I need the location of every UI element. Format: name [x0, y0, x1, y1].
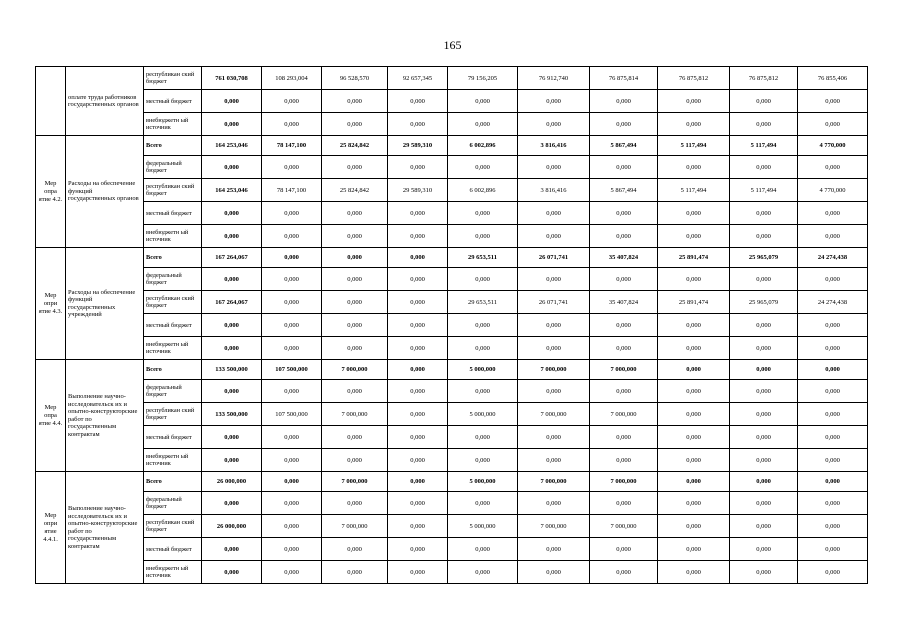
funding-source-cell: республикан ский бюджет: [144, 403, 202, 426]
year-amount-cell: 7 000,000: [322, 515, 388, 538]
budget-table: [35, 66, 868, 584]
year-amount-cell: 0,000: [590, 337, 658, 360]
year-amount-cell: 0,000: [388, 291, 448, 314]
total-amount-cell: 0,000: [202, 426, 262, 449]
year-amount-cell: 0,000: [590, 90, 658, 113]
year-amount-cell: 0,000: [658, 225, 730, 248]
year-amount-cell: 0,000: [798, 156, 868, 179]
activity-id-cell: Мер опра ятие 4.4.: [36, 360, 66, 472]
year-amount-cell: 0,000: [448, 314, 518, 337]
total-amount-cell: 133 500,000: [202, 360, 262, 380]
total-amount-cell: 0,000: [202, 449, 262, 472]
year-amount-cell: 0,000: [322, 268, 388, 291]
funding-source-cell: федеральный бюджет: [144, 156, 202, 179]
year-amount-cell: 0,000: [448, 202, 518, 225]
year-amount-cell: 7 000,000: [322, 472, 388, 492]
year-amount-cell: 0,000: [658, 449, 730, 472]
year-amount-cell: 107 500,000: [262, 403, 322, 426]
year-amount-cell: 0,000: [798, 360, 868, 380]
table-row: [36, 225, 868, 248]
year-amount-cell: 0,000: [262, 472, 322, 492]
year-amount-cell: 0,000: [518, 380, 590, 403]
year-amount-cell: 0,000: [518, 90, 590, 113]
year-amount-cell: 0,000: [262, 426, 322, 449]
total-amount-cell: 0,000: [202, 538, 262, 561]
total-amount-cell: 26 000,000: [202, 515, 262, 538]
year-amount-cell: 0,000: [448, 449, 518, 472]
year-amount-cell: 25 965,079: [730, 248, 798, 268]
year-amount-cell: 0,000: [658, 360, 730, 380]
table-row: [36, 268, 868, 291]
total-amount-cell: 26 000,000: [202, 472, 262, 492]
activity-id-cell: Мер опри ятие 4.4.1.: [36, 472, 66, 584]
year-amount-cell: 7 000,000: [590, 515, 658, 538]
year-amount-cell: 0,000: [388, 248, 448, 268]
year-amount-cell: 96 528,570: [322, 67, 388, 90]
year-amount-cell: 0,000: [322, 291, 388, 314]
year-amount-cell: 0,000: [590, 314, 658, 337]
year-amount-cell: 0,000: [798, 314, 868, 337]
table-row: [36, 360, 868, 380]
year-amount-cell: 0,000: [518, 113, 590, 136]
total-amount-cell: 761 030,708: [202, 67, 262, 90]
funding-source-cell: республикан ский бюджет: [144, 291, 202, 314]
table-row: [36, 492, 868, 515]
year-amount-cell: 108 293,004: [262, 67, 322, 90]
year-amount-cell: 0,000: [262, 449, 322, 472]
table-row: [36, 314, 868, 337]
table-row: [36, 449, 868, 472]
year-amount-cell: 0,000: [658, 314, 730, 337]
year-amount-cell: 5 117,494: [658, 136, 730, 156]
year-amount-cell: 0,000: [518, 492, 590, 515]
year-amount-cell: 6 002,896: [448, 136, 518, 156]
year-amount-cell: 0,000: [322, 538, 388, 561]
year-amount-cell: 0,000: [262, 538, 322, 561]
funding-source-cell: местный бюджет: [144, 538, 202, 561]
year-amount-cell: 0,000: [388, 314, 448, 337]
year-amount-cell: 0,000: [590, 561, 658, 584]
year-amount-cell: 0,000: [388, 561, 448, 584]
year-amount-cell: 0,000: [518, 202, 590, 225]
table-row: [36, 426, 868, 449]
year-amount-cell: 0,000: [448, 426, 518, 449]
year-amount-cell: 0,000: [798, 561, 868, 584]
year-amount-cell: 0,000: [730, 380, 798, 403]
year-amount-cell: 29 589,310: [388, 136, 448, 156]
funding-source-cell: местный бюджет: [144, 202, 202, 225]
year-amount-cell: 0,000: [322, 202, 388, 225]
total-amount-cell: 133 500,000: [202, 403, 262, 426]
year-amount-cell: 0,000: [798, 538, 868, 561]
year-amount-cell: 0,000: [658, 561, 730, 584]
year-amount-cell: 5 000,000: [448, 403, 518, 426]
year-amount-cell: 0,000: [388, 492, 448, 515]
year-amount-cell: 0,000: [322, 449, 388, 472]
activity-name-cell: Выполнение научно-исследовательск их и опытно-конструкторские работ по государственным контрактам: [66, 360, 144, 472]
year-amount-cell: 0,000: [518, 314, 590, 337]
table-row: [36, 538, 868, 561]
year-amount-cell: 0,000: [590, 225, 658, 248]
year-amount-cell: 0,000: [388, 156, 448, 179]
table-row: [36, 113, 868, 136]
year-amount-cell: 0,000: [262, 156, 322, 179]
year-amount-cell: 0,000: [798, 426, 868, 449]
year-amount-cell: 7 000,000: [518, 472, 590, 492]
funding-source-cell: федеральный бюджет: [144, 492, 202, 515]
total-amount-cell: 167 264,067: [202, 291, 262, 314]
funding-source-cell: внебюджетн ый источник: [144, 449, 202, 472]
year-amount-cell: 0,000: [798, 113, 868, 136]
year-amount-cell: 0,000: [322, 113, 388, 136]
table-row: [36, 248, 868, 268]
year-amount-cell: 26 071,741: [518, 248, 590, 268]
year-amount-cell: 0,000: [448, 90, 518, 113]
year-amount-cell: 0,000: [448, 380, 518, 403]
funding-source-cell: республикан ский бюджет: [144, 515, 202, 538]
year-amount-cell: 0,000: [448, 538, 518, 561]
activity-name-cell: оплате труда работников государственных органов: [66, 67, 144, 136]
year-amount-cell: 5 000,000: [448, 360, 518, 380]
year-amount-cell: 3 816,416: [518, 136, 590, 156]
total-amount-cell: 0,000: [202, 156, 262, 179]
activity-name-cell: Выполнение научно-исследовательск их и опытно-конструкторские работ по государственным контрактам: [66, 472, 144, 584]
funding-source-cell: внебюджетн ый источник: [144, 561, 202, 584]
year-amount-cell: 0,000: [518, 337, 590, 360]
year-amount-cell: 26 071,741: [518, 291, 590, 314]
activity-id-cell: Мер опри ятие 4.3.: [36, 248, 66, 360]
year-amount-cell: 0,000: [658, 156, 730, 179]
year-amount-cell: 0,000: [658, 202, 730, 225]
table-row: [36, 136, 868, 156]
year-amount-cell: 35 407,824: [590, 248, 658, 268]
table-row: [36, 472, 868, 492]
year-amount-cell: 5 867,494: [590, 179, 658, 202]
funding-source-cell: местный бюджет: [144, 90, 202, 113]
table-row: [36, 67, 868, 90]
funding-source-cell: Всего: [144, 472, 202, 492]
year-amount-cell: 0,000: [590, 202, 658, 225]
total-amount-cell: 0,000: [202, 337, 262, 360]
year-amount-cell: 5 117,494: [658, 179, 730, 202]
year-amount-cell: 0,000: [262, 337, 322, 360]
year-amount-cell: 0,000: [518, 561, 590, 584]
year-amount-cell: 0,000: [730, 515, 798, 538]
year-amount-cell: 0,000: [388, 449, 448, 472]
total-amount-cell: 0,000: [202, 314, 262, 337]
year-amount-cell: 0,000: [262, 113, 322, 136]
total-amount-cell: 0,000: [202, 90, 262, 113]
table-row: [36, 156, 868, 179]
year-amount-cell: 107 500,000: [262, 360, 322, 380]
total-amount-cell: 164 253,046: [202, 136, 262, 156]
year-amount-cell: 0,000: [730, 90, 798, 113]
year-amount-cell: 0,000: [658, 403, 730, 426]
year-amount-cell: 0,000: [322, 492, 388, 515]
year-amount-cell: 0,000: [262, 492, 322, 515]
table-row: [36, 337, 868, 360]
table-row: [36, 291, 868, 314]
year-amount-cell: 0,000: [590, 449, 658, 472]
year-amount-cell: 0,000: [798, 268, 868, 291]
year-amount-cell: 0,000: [262, 202, 322, 225]
year-amount-cell: 29 653,511: [448, 248, 518, 268]
funding-source-cell: внебюджетн ый источник: [144, 225, 202, 248]
activity-name-cell: Расходы на обеспечение функций государственных органов: [66, 136, 144, 248]
year-amount-cell: 0,000: [388, 202, 448, 225]
year-amount-cell: 7 000,000: [590, 360, 658, 380]
year-amount-cell: 0,000: [388, 268, 448, 291]
year-amount-cell: 0,000: [658, 113, 730, 136]
funding-source-cell: внебюджетн ый источник: [144, 337, 202, 360]
year-amount-cell: 0,000: [590, 380, 658, 403]
year-amount-cell: 0,000: [262, 90, 322, 113]
year-amount-cell: 0,000: [448, 268, 518, 291]
year-amount-cell: 5 117,494: [730, 136, 798, 156]
funding-source-cell: федеральный бюджет: [144, 268, 202, 291]
year-amount-cell: 4 770,000: [798, 179, 868, 202]
total-amount-cell: 0,000: [202, 492, 262, 515]
year-amount-cell: 0,000: [658, 426, 730, 449]
year-amount-cell: 0,000: [730, 156, 798, 179]
year-amount-cell: 78 147,100: [262, 179, 322, 202]
year-amount-cell: 0,000: [322, 314, 388, 337]
year-amount-cell: 0,000: [730, 360, 798, 380]
year-amount-cell: 0,000: [658, 90, 730, 113]
funding-source-cell: республикан ский бюджет: [144, 179, 202, 202]
year-amount-cell: 0,000: [658, 268, 730, 291]
table-row: [36, 403, 868, 426]
year-amount-cell: 0,000: [730, 403, 798, 426]
year-amount-cell: 0,000: [322, 225, 388, 248]
year-amount-cell: 0,000: [658, 380, 730, 403]
year-amount-cell: 0,000: [518, 156, 590, 179]
year-amount-cell: 0,000: [388, 90, 448, 113]
table-row: [36, 179, 868, 202]
table-row: [36, 380, 868, 403]
year-amount-cell: 0,000: [590, 156, 658, 179]
year-amount-cell: 0,000: [448, 113, 518, 136]
year-amount-cell: 0,000: [730, 538, 798, 561]
year-amount-cell: 24 274,438: [798, 248, 868, 268]
total-amount-cell: 167 264,067: [202, 248, 262, 268]
year-amount-cell: 0,000: [730, 449, 798, 472]
year-amount-cell: 5 867,494: [590, 136, 658, 156]
year-amount-cell: 6 002,896: [448, 179, 518, 202]
year-amount-cell: 0,000: [388, 113, 448, 136]
year-amount-cell: 0,000: [388, 538, 448, 561]
year-amount-cell: 0,000: [388, 472, 448, 492]
funding-source-cell: местный бюджет: [144, 426, 202, 449]
year-amount-cell: 0,000: [730, 561, 798, 584]
year-amount-cell: 0,000: [448, 156, 518, 179]
year-amount-cell: 76 855,406: [798, 67, 868, 90]
year-amount-cell: 0,000: [730, 492, 798, 515]
year-amount-cell: 0,000: [730, 225, 798, 248]
year-amount-cell: 0,000: [388, 426, 448, 449]
year-amount-cell: 7 000,000: [518, 403, 590, 426]
year-amount-cell: 0,000: [262, 248, 322, 268]
year-amount-cell: 25 824,842: [322, 179, 388, 202]
year-amount-cell: 7 000,000: [590, 472, 658, 492]
year-amount-cell: 0,000: [388, 360, 448, 380]
year-amount-cell: 5 117,494: [730, 179, 798, 202]
year-amount-cell: 0,000: [322, 248, 388, 268]
year-amount-cell: 0,000: [518, 268, 590, 291]
year-amount-cell: 76 875,814: [590, 67, 658, 90]
total-amount-cell: 164 253,046: [202, 179, 262, 202]
year-amount-cell: 29 653,511: [448, 291, 518, 314]
year-amount-cell: 0,000: [322, 380, 388, 403]
year-amount-cell: 7 000,000: [518, 515, 590, 538]
funding-source-cell: федеральный бюджет: [144, 380, 202, 403]
year-amount-cell: 5 000,000: [448, 515, 518, 538]
table-row: [36, 561, 868, 584]
year-amount-cell: 79 156,205: [448, 67, 518, 90]
year-amount-cell: 0,000: [322, 561, 388, 584]
year-amount-cell: 0,000: [730, 202, 798, 225]
year-amount-cell: 0,000: [262, 515, 322, 538]
year-amount-cell: 0,000: [658, 515, 730, 538]
activity-id-cell: [36, 67, 66, 136]
year-amount-cell: 0,000: [388, 225, 448, 248]
year-amount-cell: 0,000: [798, 492, 868, 515]
year-amount-cell: 0,000: [388, 337, 448, 360]
total-amount-cell: 0,000: [202, 202, 262, 225]
year-amount-cell: 0,000: [798, 403, 868, 426]
year-amount-cell: 0,000: [322, 337, 388, 360]
funding-source-cell: местный бюджет: [144, 314, 202, 337]
year-amount-cell: 0,000: [590, 538, 658, 561]
year-amount-cell: 0,000: [730, 426, 798, 449]
year-amount-cell: 25 891,474: [658, 248, 730, 268]
year-amount-cell: 76 875,812: [658, 67, 730, 90]
year-amount-cell: 0,000: [322, 156, 388, 179]
year-amount-cell: 7 000,000: [322, 403, 388, 426]
year-amount-cell: 76 912,740: [518, 67, 590, 90]
year-amount-cell: 25 891,474: [658, 291, 730, 314]
year-amount-cell: 0,000: [730, 337, 798, 360]
year-amount-cell: 0,000: [262, 561, 322, 584]
year-amount-cell: 0,000: [798, 90, 868, 113]
year-amount-cell: 0,000: [798, 449, 868, 472]
year-amount-cell: 7 000,000: [322, 360, 388, 380]
activity-id-cell: Мер опра ятие 4.2.: [36, 136, 66, 248]
year-amount-cell: 0,000: [262, 291, 322, 314]
year-amount-cell: 0,000: [658, 492, 730, 515]
year-amount-cell: 35 407,824: [590, 291, 658, 314]
year-amount-cell: 29 589,310: [388, 179, 448, 202]
table-row: [36, 202, 868, 225]
year-amount-cell: 0,000: [518, 538, 590, 561]
total-amount-cell: 0,000: [202, 113, 262, 136]
funding-source-cell: Всего: [144, 360, 202, 380]
year-amount-cell: 25 824,842: [322, 136, 388, 156]
funding-source-cell: республикан ский бюджет: [144, 67, 202, 90]
year-amount-cell: 25 965,079: [730, 291, 798, 314]
year-amount-cell: 0,000: [590, 268, 658, 291]
year-amount-cell: 0,000: [730, 113, 798, 136]
total-amount-cell: 0,000: [202, 380, 262, 403]
year-amount-cell: 0,000: [262, 225, 322, 248]
year-amount-cell: 0,000: [518, 426, 590, 449]
year-amount-cell: 0,000: [322, 426, 388, 449]
year-amount-cell: 0,000: [798, 337, 868, 360]
table-row: [36, 90, 868, 113]
funding-source-cell: Всего: [144, 136, 202, 156]
year-amount-cell: 4 770,000: [798, 136, 868, 156]
year-amount-cell: 24 274,438: [798, 291, 868, 314]
year-amount-cell: 78 147,100: [262, 136, 322, 156]
year-amount-cell: 0,000: [388, 403, 448, 426]
year-amount-cell: 0,000: [798, 225, 868, 248]
total-amount-cell: 0,000: [202, 225, 262, 248]
year-amount-cell: 92 657,345: [388, 67, 448, 90]
year-amount-cell: 7 000,000: [590, 403, 658, 426]
year-amount-cell: 0,000: [590, 113, 658, 136]
year-amount-cell: 0,000: [388, 380, 448, 403]
year-amount-cell: 0,000: [448, 337, 518, 360]
year-amount-cell: 0,000: [262, 380, 322, 403]
year-amount-cell: 76 875,812: [730, 67, 798, 90]
activity-name-cell: Расходы на обеспечение функций государственных учреждений: [66, 248, 144, 360]
year-amount-cell: 0,000: [322, 90, 388, 113]
year-amount-cell: 0,000: [658, 538, 730, 561]
year-amount-cell: 0,000: [518, 449, 590, 472]
year-amount-cell: 0,000: [730, 472, 798, 492]
year-amount-cell: 0,000: [798, 202, 868, 225]
year-amount-cell: 0,000: [730, 268, 798, 291]
year-amount-cell: 5 000,000: [448, 472, 518, 492]
year-amount-cell: 7 000,000: [518, 360, 590, 380]
year-amount-cell: 0,000: [798, 472, 868, 492]
year-amount-cell: 0,000: [798, 515, 868, 538]
year-amount-cell: 0,000: [388, 515, 448, 538]
funding-source-cell: Всего: [144, 248, 202, 268]
year-amount-cell: 0,000: [262, 314, 322, 337]
year-amount-cell: 0,000: [590, 492, 658, 515]
year-amount-cell: 0,000: [448, 492, 518, 515]
table-row: [36, 515, 868, 538]
year-amount-cell: 0,000: [590, 426, 658, 449]
year-amount-cell: 0,000: [658, 337, 730, 360]
year-amount-cell: 0,000: [730, 314, 798, 337]
year-amount-cell: 0,000: [262, 268, 322, 291]
year-amount-cell: 0,000: [448, 225, 518, 248]
total-amount-cell: 0,000: [202, 268, 262, 291]
page-number: 165: [443, 38, 462, 52]
funding-source-cell: внебюджетн ый источник: [144, 113, 202, 136]
year-amount-cell: 0,000: [448, 561, 518, 584]
year-amount-cell: 3 816,416: [518, 179, 590, 202]
total-amount-cell: 0,000: [202, 561, 262, 584]
year-amount-cell: 0,000: [798, 380, 868, 403]
year-amount-cell: 0,000: [658, 472, 730, 492]
year-amount-cell: 0,000: [518, 225, 590, 248]
